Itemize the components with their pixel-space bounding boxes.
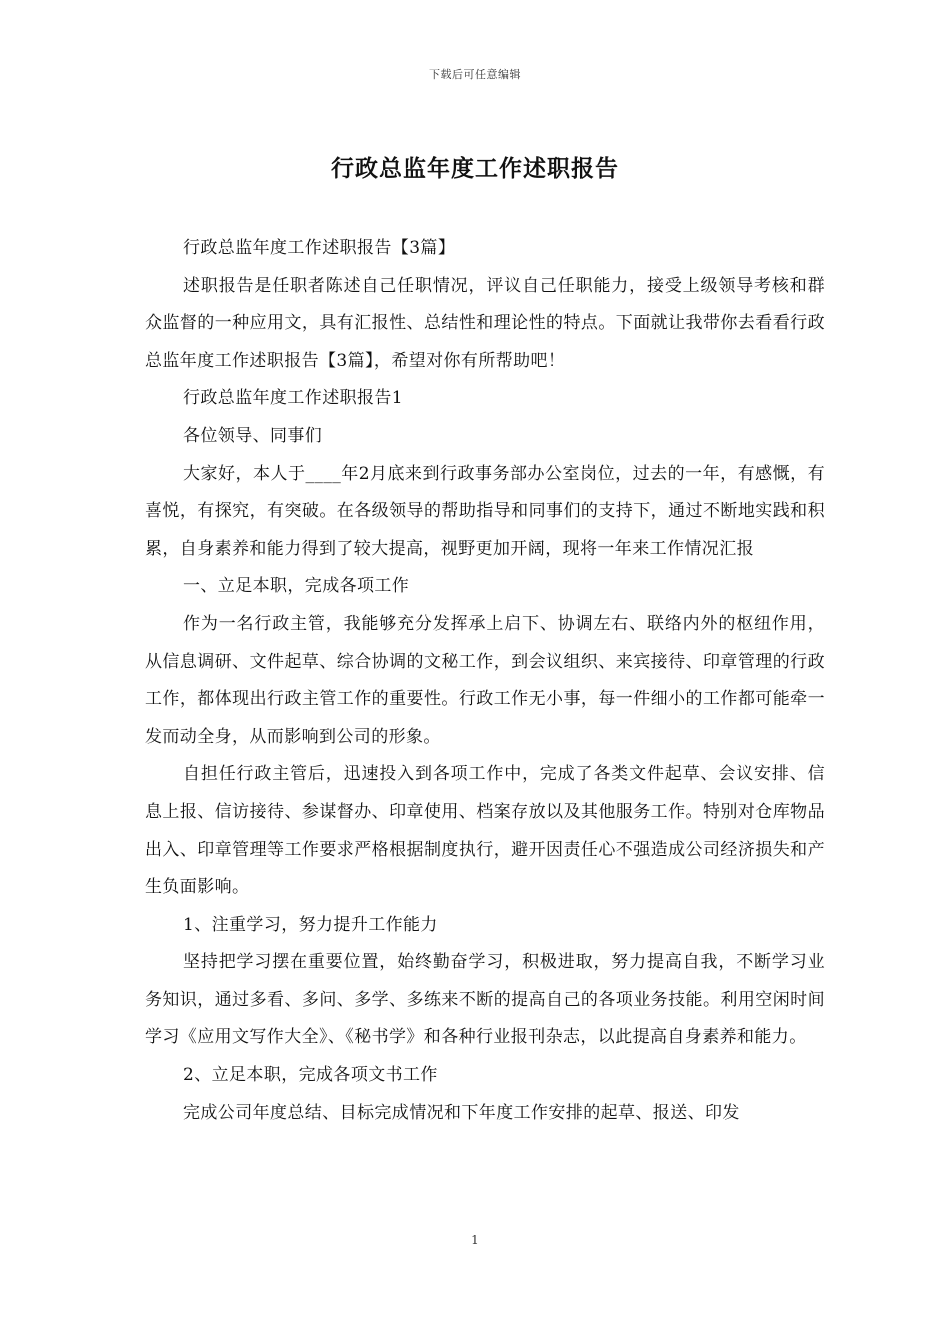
paragraph-intro: 述职报告是任职者陈述自己任职情况，评议自己任职能力，接受上级领导考核和群众监督的一种应用文，具有汇报性、总结性和理论性的特点。下面就让我带你去看看行政总监年度工作述职报告【3篇】，希望对你有所帮助吧！ [145,275,825,371]
paragraph-opening: 大家好，本人于____年2月底来到行政事务部办公室岗位，过去的一年，有感慨，有喜悦，有探究，有突破。在各级领导的帮助指导和同事们的支持下，通过不断地实践和积累，自身素养和能力得到了较大提高，视野更加开阔，现将一年来工作情况汇报 [145,463,825,559]
page-header-note: 下载后可任意编辑 [429,68,521,81]
paragraph-documents: 完成公司年度总结、目标完成情况和下年度工作安排的起草、报送、印发 [183,1102,740,1123]
subsection-heading-2: 2、立足本职，完成各项文书工作 [183,1065,438,1086]
paragraph-heading-subtitle: 行政总监年度工作述职报告【3篇】 [183,238,456,258]
paragraph-learning: 坚持把学习摆在重要位置，始终勤奋学习，积极进取，努力提高自我，不断学习业务知识，通过多看、多问、多学、多练来不断的提高自己的各项业务技能。利用空闲时间学习《应用文写作大全》、《秘书学》和各种行业报刊杂志，以此提高自身素养和能力。 [145,952,825,1048]
document-body [145,230,825,1132]
paragraph-role: 作为一名行政主管，我能够充分发挥承上启下、协调左右、联络内外的枢纽作用，从信息调研、文件起草、综合协调的文秘工作，到会议组织、来宾接待、印章管理的行政工作，都体现出行政主管工作的重要性。行政工作无小事，每一件细小的工作都可能牵一发而动全身，从而影响到公司的形象。 [145,613,825,747]
document-title: 行政总监年度工作述职报告 [331,155,619,182]
paragraph-greeting: 各位领导、同事们 [183,425,323,446]
section-heading-1: 一、立足本职，完成各项工作 [183,576,410,597]
page-number: 1 [471,1233,479,1247]
paragraph-report-title-1: 行政总监年度工作述职报告1 [183,388,404,409]
paragraph-duties: 自担任行政主管后，迅速投入到各项工作中，完成了各类文件起草、会议安排、信息上报、信访接待、参谋督办、印章使用、档案存放以及其他服务工作。特别对仓库物品出入、印章管理等工作要求严格根据制度执行，避开因责任心不强造成公司经济损失和产生负面影响。 [145,764,825,898]
subsection-heading-1: 1、注重学习，努力提升工作能力 [183,914,438,935]
